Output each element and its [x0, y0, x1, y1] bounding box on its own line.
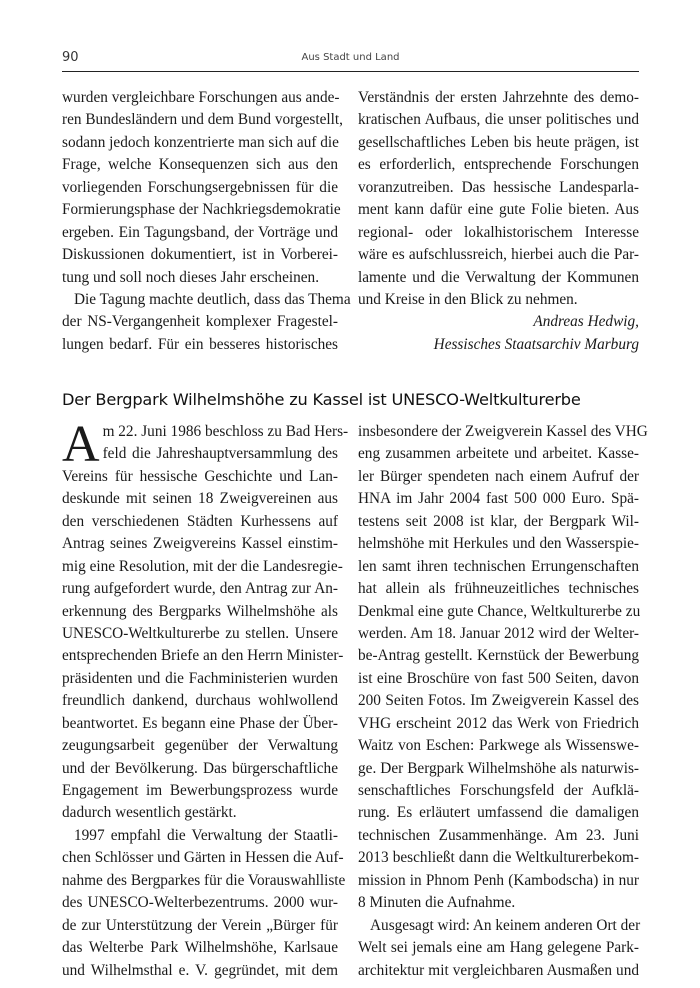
header-rule [62, 71, 639, 72]
text-line: werden. Am 18. Januar 2012 wird der Welter- [358, 624, 639, 642]
text-line: Ausgesagt wird: An keinem anderen Ort der [370, 916, 641, 934]
text-line: lamente und die Verwaltung der Kommunen [358, 268, 639, 286]
text-line: mig eine Resolution, mit der die Landesregie- [62, 557, 343, 575]
article-right-column [358, 421, 648, 982]
text-line: VHG erscheint 2012 das Werk von Friedrich [358, 714, 639, 732]
text-line: freundlich dankend, durchaus wohlwollend [62, 692, 338, 710]
text-line: entsprechenden Briefe an den Herrn Minister- [62, 647, 344, 665]
text-line: chen Schlösser und Gärten in Hessen die Auf- [62, 849, 344, 867]
text-line: 200 Seiten Fotos. Im Zweigverein Kassel des [358, 692, 639, 710]
text-line: hat allein als frühneuzeitliches technisches [358, 580, 639, 598]
page-header [62, 48, 639, 70]
author-affiliation: Hessisches Staatsarchiv Marburg [433, 335, 639, 353]
text-line: der NS-Vergangenheit komplexer Fragestel- [62, 313, 338, 331]
text-line: rung. Es erläutert umfassend die damaligen [358, 804, 639, 822]
text-line: lungen bedarf. Für ein besseres historisches [62, 335, 338, 353]
article-left-column [62, 416, 349, 982]
text-line: ler Bürger spendeten nach einem Aufruf der [358, 467, 639, 485]
text-line: ment kann dafür eine gute Folie bieten. Aus [358, 201, 639, 219]
text-line: Engagement im Bewerbungsprozess wurde [62, 782, 338, 799]
text-line: Die Tagung machte deutlich, dass das Thema [74, 290, 351, 308]
text-line: des UNESCO-Welterbezentrums. 2000 wur- [62, 894, 338, 912]
text-line: 2013 beschließt dann die Weltkulturerbekom- [358, 849, 639, 867]
text-line: ist eine Broschüre von fast 500 Seiten, davon [358, 669, 639, 687]
text-line: den verschiedenen Städten Kurhessens auf [62, 512, 338, 530]
text-line: präsidenten und die Fachministerien wurden [62, 669, 338, 687]
text-line: HNA im Jahr 2004 fast 500 000 Euro. Spä- [358, 490, 639, 508]
text-line: es erforderlich, entsprechende Forschungen [358, 156, 639, 174]
text-line: dadurch wesentlich gestärkt. [62, 804, 237, 822]
text-line: und Wilhelmsthal e. V. gegründet, mit dem [62, 961, 338, 979]
text-line: ren Bundesländern und dem Bund vorgestellt, [62, 111, 343, 129]
text-line: deskunde mit seinen 18 Zweigvereinen aus [62, 490, 338, 508]
text-line: UNESCO-Weltkulturerbe zu stellen. Unsere [62, 624, 338, 642]
text-line: und Kreise in den Blick zu nehmen. [358, 290, 578, 308]
text-line: erkennung des Bergparks Wilhelmshöhe als [62, 602, 338, 620]
previous-article-right-column [358, 87, 639, 356]
text-line: m 22. Juni 1986 beschloss zu Bad Hers- [102, 423, 349, 440]
text-line: das Welterbe Park Wilhelmshöhe, Karlsaue [62, 939, 338, 957]
text-line: sodann jedoch konzentrierte man sich auf die [62, 133, 339, 151]
text-line: zeugungsarbeit gegenüber der Verwaltung [62, 737, 338, 755]
text-line: tung und soll noch dieses Jahr erscheinen. [62, 268, 320, 286]
text-line: technischen Zusammenhänge. Am 23. Juni [358, 826, 639, 844]
text-line: feld die Jahreshauptversammlung des [102, 445, 338, 463]
text-line: rung aufgefordert wurde, den Antrag zur An- [62, 580, 338, 598]
text-line: nahme des Bergparkes für die Vorauswahlliste [62, 871, 346, 889]
text-line: Formierungsphase der Nachkriegsdemokratie [62, 201, 341, 219]
text-line: und der Bevölkerung. Das bürgerschaftliche [62, 759, 338, 777]
text-line: wäre es aufschlussreich, hierbei auch die Par- [358, 246, 639, 264]
text-line: Denkmal eine gute Chance, Weltkulturerbe zu [358, 602, 641, 620]
text-line: architektur mit vergleichbaren Ausmaßen und [358, 961, 639, 979]
text-line: testens seit 2008 ist klar, der Bergpark Wil- [358, 512, 639, 530]
author-name: Andreas Hedwig, [533, 313, 639, 331]
previous-article-left-column [62, 87, 351, 356]
running-title: Aus Stadt und Land [301, 52, 400, 63]
text-line: be-Antrag gestellt. Kernstück der Bewerbung [358, 647, 639, 665]
text-line: Antrag seines Zweigvereins Kassel einstim- [62, 535, 338, 553]
text-line: Waitz von Eschen: Parkwege als Wissenswe- [358, 737, 639, 755]
text-line: Welt sei jemals eine am Hang gelegene Park- [358, 939, 639, 957]
text-line: Frage, welche Konsequenzen sich aus den [62, 156, 338, 174]
text-line: Verständnis der ersten Jahrzehnte des demo- [358, 89, 639, 106]
text-line: wurden vergleichbare Forschungen aus ande- [62, 89, 340, 106]
text-line: 8 Minuten die Aufnahme. [358, 894, 516, 912]
text-line: 1997 empfahl die Verwaltung der Staatli- [74, 826, 338, 844]
text-line: Vereins für hessische Geschichte und Lan- [62, 467, 338, 485]
text-line: gesellschaftliches Leben bis heute prägen, ist [358, 133, 639, 151]
text-line: Diskussionen dokumentiert, ist in Vorberei- [62, 246, 338, 264]
article-title: Der Bergpark Wilhelmshöhe zu Kassel ist UNESCO-Weltkulturerbe [62, 390, 581, 410]
text-line: voranzutreiben. Das hessische Landesparla- [358, 178, 639, 196]
text-line: de zur Unterstützung der Verein „Bürger für [62, 916, 338, 934]
text-line: vorliegenden Forschungsergebnissen für die [62, 178, 338, 196]
text-line: len samt ihren technischen Errungenschaften [358, 557, 639, 575]
drop-cap: A [62, 416, 100, 473]
text-line: regional- oder lokalhistorischem Interesse [358, 223, 639, 241]
text-line: senschaftliches Forschungsfeld der Aufklä- [358, 782, 639, 799]
text-line: ergeben. Ein Tagungsband, der Vorträge und [62, 223, 338, 241]
page-number: 90 [62, 50, 79, 65]
text-line: ge. Der Bergpark Wilhelmshöhe als naturwis- [358, 759, 639, 777]
text-line: kratischen Aufbaus, die unser politisches und [358, 111, 639, 129]
text-line: insbesondere der Zweigverein Kassel des VHG [358, 423, 648, 440]
text-line: mission in Phnom Penh (Kambodscha) in nur [358, 871, 639, 889]
text-line: eng zusammen arbeitete und arbeitet. Kasse- [358, 445, 639, 463]
text-line: beantwortet. Es begann eine Phase der Über- [62, 714, 338, 732]
text-line: helmshöhe mit Herkules und den Wasserspie- [358, 535, 639, 553]
